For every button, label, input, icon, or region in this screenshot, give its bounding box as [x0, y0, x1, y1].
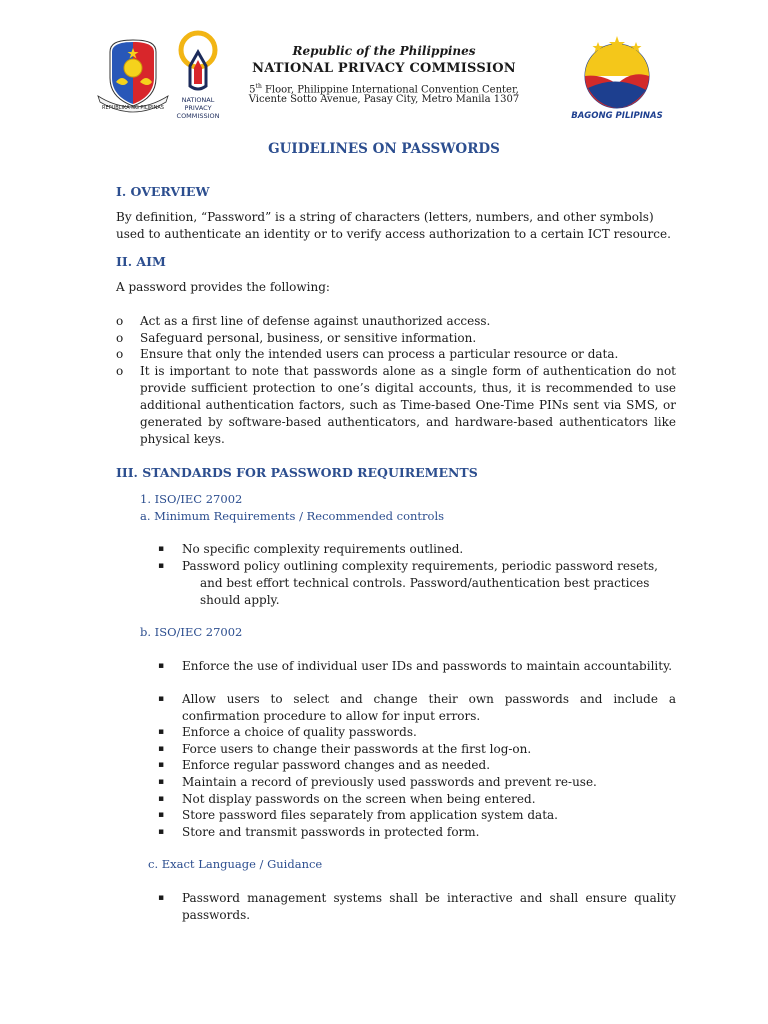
- overview-heading: I. OVERVIEW: [116, 184, 210, 199]
- b-item-5: Enforce regular password changes and as needed.: [182, 758, 491, 772]
- aim-item-3: Ensure that only the intended users can process a particular resource or data.: [140, 347, 619, 361]
- aim-bullet: o: [116, 314, 124, 328]
- overview-line-1: By definition, “Password” is a string of characters (letters, numbers, and other symbols): [116, 210, 654, 224]
- standards-heading: III. STANDARDS FOR PASSWORD REQUIREMENTS: [116, 465, 478, 480]
- aim-bullet: o: [116, 347, 124, 361]
- sub-heading-a: a. Minimum Requirements / Recommended controls: [140, 509, 445, 523]
- a-item-1: No specific complexity requirements outlined.: [182, 542, 464, 556]
- npc-logo-line-3: COMMISSION: [176, 112, 220, 120]
- b-item-4: Force users to change their passwords at the first log-on.: [182, 742, 532, 756]
- square-bullet: ▪: [158, 661, 165, 671]
- square-bullet: ▪: [158, 760, 165, 770]
- square-bullet: ▪: [158, 794, 165, 804]
- aim-intro: A password provides the following:: [116, 280, 330, 294]
- aim-item-2: Safeguard personal, business, or sensitive information.: [140, 331, 477, 345]
- bagong-pilipinas-logo: [562, 34, 672, 124]
- bagong-pilipinas-emblem-icon: [562, 34, 672, 112]
- b-item-7: Not display passwords on the screen when being entered.: [182, 792, 536, 806]
- npc-logo-line-1: NATIONAL: [181, 96, 215, 104]
- b-item-3: Enforce a choice of quality passwords.: [182, 725, 417, 739]
- square-bullet: ▪: [158, 810, 165, 820]
- b-item-2: Allow users to select and change their own passwords and include a confirmation procedure to allow for input errors.: [182, 692, 676, 723]
- republic-line: Republic of the Philippines: [292, 44, 476, 58]
- seal-text: REPUBLIKA NG PILIPINAS: [102, 105, 164, 111]
- aim-bullet: o: [116, 364, 124, 378]
- npc-logo: [172, 30, 224, 126]
- square-bullet: ▪: [158, 827, 165, 837]
- square-bullet: ▪: [158, 561, 165, 571]
- philippine-seal-icon: [92, 34, 174, 116]
- a-item-2-cont-2: should apply.: [200, 593, 280, 607]
- aim-bullet: o: [116, 331, 124, 345]
- c-item-1: Password management systems shall be interactive and shall ensure quality passwords.: [182, 891, 676, 922]
- square-bullet: ▪: [158, 893, 165, 903]
- agency-name: NATIONAL PRIVACY COMMISSION: [252, 61, 516, 76]
- square-bullet: ▪: [158, 727, 165, 737]
- address-line-2: Vicente Sotto Avenue, Pasay City, Metro Manila 1307: [248, 94, 520, 105]
- a-item-2: Password policy outlining complexity requirements, periodic password resets,: [182, 559, 658, 573]
- sub-heading-c: c. Exact Language / Guidance: [148, 857, 323, 871]
- bagong-pilipinas-text: BAGONG PILIPINAS: [571, 111, 663, 121]
- overview-line-2: used to authenticate an identity or to verify access authorization to a certain ICT resource.: [116, 227, 671, 241]
- square-bullet: ▪: [158, 744, 165, 754]
- aim-heading: II. AIM: [116, 254, 166, 269]
- aim-item-4: It is important to note that passwords alone as a single form of authentication do not provide sufficient protection to one’s digital accounts, thus, it is recommended to use additional authentication factors, such as Time-based One-Time PINs sent via SMS, or generated by software-based authenticators, and hardware-based authenticators like physical keys.: [140, 364, 676, 446]
- keyhole-icon: [172, 30, 224, 94]
- a-item-2-cont: and best effort technical controls. Password/authentication best practices: [200, 576, 650, 590]
- b-item-8: Store password files separately from application system data.: [182, 808, 558, 822]
- document-title: GUIDELINES ON PASSWORDS: [268, 141, 500, 157]
- square-bullet: ▪: [158, 694, 165, 704]
- b-item-1: Enforce the use of individual user IDs and passwords to maintain accountability.: [182, 659, 673, 673]
- aim-item-1: Act as a first line of defense against unauthorized access.: [140, 314, 491, 328]
- address-line-1: 5th Floor, Philippine International Convention Center,: [249, 83, 519, 96]
- square-bullet: ▪: [158, 777, 165, 787]
- b-item-9: Store and transmit passwords in protected form.: [182, 825, 480, 839]
- standard-item-1: 1. ISO/IEC 27002: [140, 492, 243, 506]
- b-item-6: Maintain a record of previously used passwords and prevent re-use.: [182, 775, 597, 789]
- sub-heading-b: b. ISO/IEC 27002: [140, 625, 243, 639]
- square-bullet: ▪: [158, 544, 165, 554]
- npc-logo-line-2: PRIVACY: [184, 104, 212, 112]
